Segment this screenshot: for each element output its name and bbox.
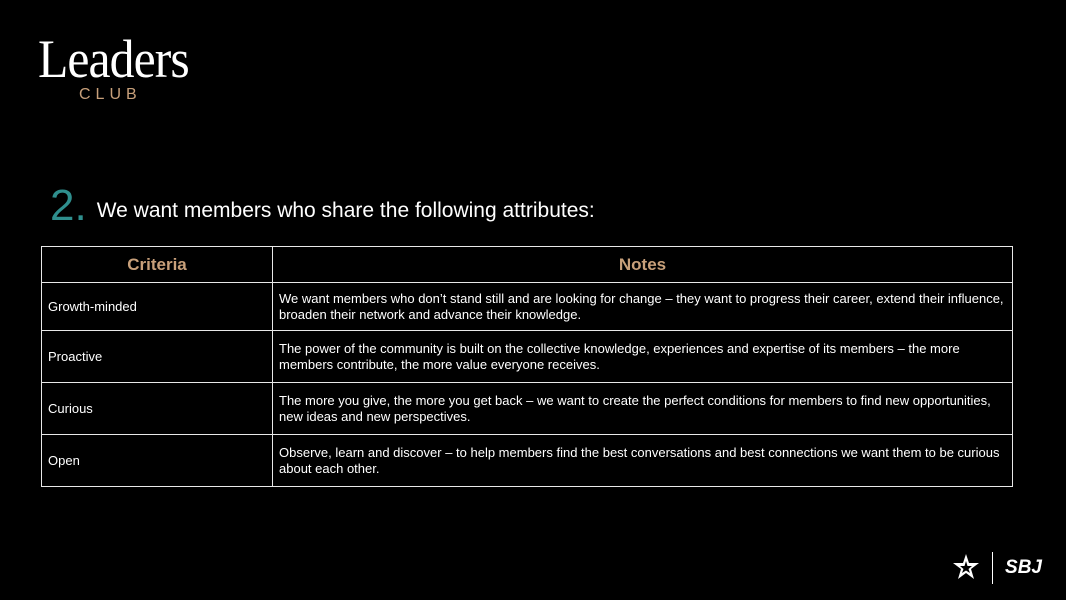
notes-cell: Observe, learn and discover – to help members find the best conversations and best connections we want them to be curious about each other. (273, 435, 1013, 487)
sbj-brand-logo: SBJ (1005, 557, 1042, 578)
section-number: 2. (50, 181, 87, 230)
section-title: We want members who share the following attributes: (96, 199, 595, 222)
criteria-cell: Open (42, 435, 273, 487)
table-row (42, 383, 1013, 435)
notes-cell: The more you give, the more you get back – we want to create the perfect conditions for members to find new opportunities, new ideas and new perspectives. (273, 383, 1013, 435)
table-row (42, 435, 1013, 487)
footer-logos (950, 550, 1042, 586)
table-row (42, 283, 1013, 331)
table-header-row (42, 247, 1013, 283)
column-header-criteria: Criteria (42, 247, 273, 283)
table-row (42, 331, 1013, 383)
criteria-cell: Curious (42, 383, 273, 435)
notes-cell: The power of the community is built on the collective knowledge, experiences and expertise of its members – the more members contribute, the more value everyone receives. (273, 331, 1013, 383)
section-heading (50, 181, 595, 230)
criteria-cell: Proactive (42, 331, 273, 383)
attributes-table (41, 246, 1013, 487)
notes-cell: We want members who don’t stand still and are looking for change – they want to progress their career, extend their influence, broaden their network and advance their knowledge. (273, 283, 1013, 331)
star-emblem-icon (950, 552, 982, 584)
footer-divider (992, 552, 994, 584)
leaders-club-logo (38, 29, 198, 103)
logo-wordmark: Leaders (38, 29, 189, 89)
criteria-cell: Growth-minded (42, 283, 273, 331)
logo-subtitle: CLUB (79, 86, 142, 103)
column-header-notes: Notes (273, 247, 1013, 283)
